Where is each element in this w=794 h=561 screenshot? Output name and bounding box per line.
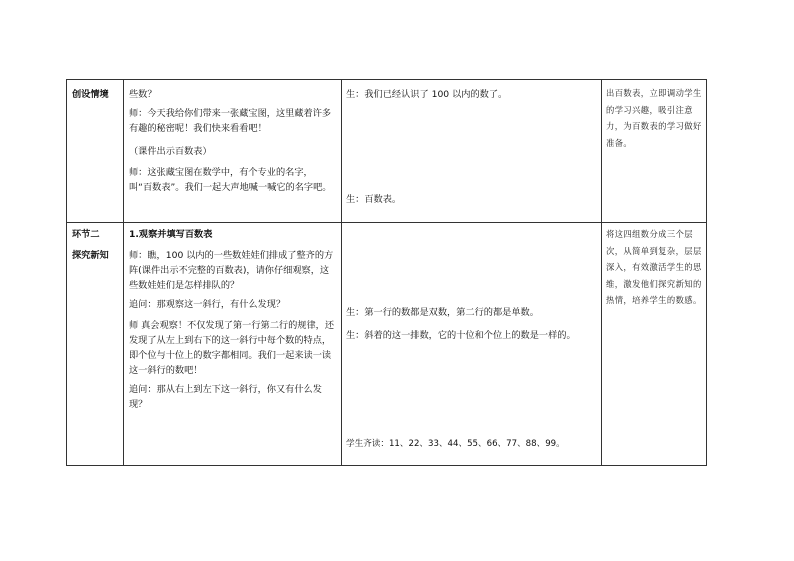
teacher-text: 师：今天我给你们带来一张藏宝图，这里藏着许多有趣的秘密呢！我们快来看看吧！ (129, 108, 332, 134)
column-divider (341, 80, 342, 465)
stage-label: 探究新知 (72, 250, 109, 261)
column-divider (601, 80, 602, 465)
teacher-text: （课件出示百数表） (129, 146, 212, 157)
row-divider (67, 222, 706, 223)
student-text: 生：斜着的这一排数，它的十位和个位上的数是一样的。 (346, 330, 576, 341)
student-cell (346, 437, 598, 452)
column-divider (123, 80, 124, 465)
student-text: 学生齐读：11、22、33、44、55、66、77、88、99。 (346, 439, 565, 449)
teacher-cell (129, 227, 335, 412)
stage-cell (72, 227, 122, 263)
stage-cell (72, 87, 122, 102)
teacher-text: 追问：那从右上到左下这一斜行，你又有什么发现？ (129, 384, 322, 410)
teacher-text: 些数？ (129, 89, 157, 100)
teacher-cell (129, 87, 335, 195)
teacher-text: 师 真会观察！不仅发现了第一行第二行的规律，还发现了从左上到右下的这一斜行中每个数的特点，即个位与十位上的数字都相同。我们一起来读一读这一斜行的数吧！ (129, 320, 335, 376)
student-cell (346, 305, 598, 343)
lesson-plan-table (66, 79, 707, 466)
student-text: 生：百数表。 (346, 194, 402, 205)
teacher-text: 师：瞧，100 以内的一些数娃娃们排成了整齐的方阵(课件出示不完整的百数表)，请你仔细观察，这些数娃娃们是怎样排队的？ (129, 250, 334, 291)
student-text: 生：我们已经认识了 100 以内的数了。 (346, 89, 508, 100)
section-heading: 1.观察并填写百数表 (129, 229, 213, 240)
student-text: 生：第一行的数都是双数，第二行的都是单数。 (346, 307, 539, 318)
design-note: 出百数表，立即调动学生的学习兴趣，吸引注意力，为百数表的学习做好准备。 (606, 88, 702, 148)
stage-label: 环节二 (72, 229, 100, 240)
stage-label: 创设情境 (72, 89, 109, 100)
student-cell (346, 87, 598, 205)
teacher-text: 师：这张藏宝图在数学中，有个专业的名字，叫“百数表”。我们一起大声地喊一喊它的名字吧。 (129, 167, 332, 193)
teacher-text: 追问：那观察这一斜行，有什么发现？ (129, 299, 286, 310)
design-note: 将这四组数分成三个层次，从简单到复杂，层层深入，有效激活学生的思维，激发他们探究新知的热情，培养学生的数感。 (606, 229, 702, 305)
